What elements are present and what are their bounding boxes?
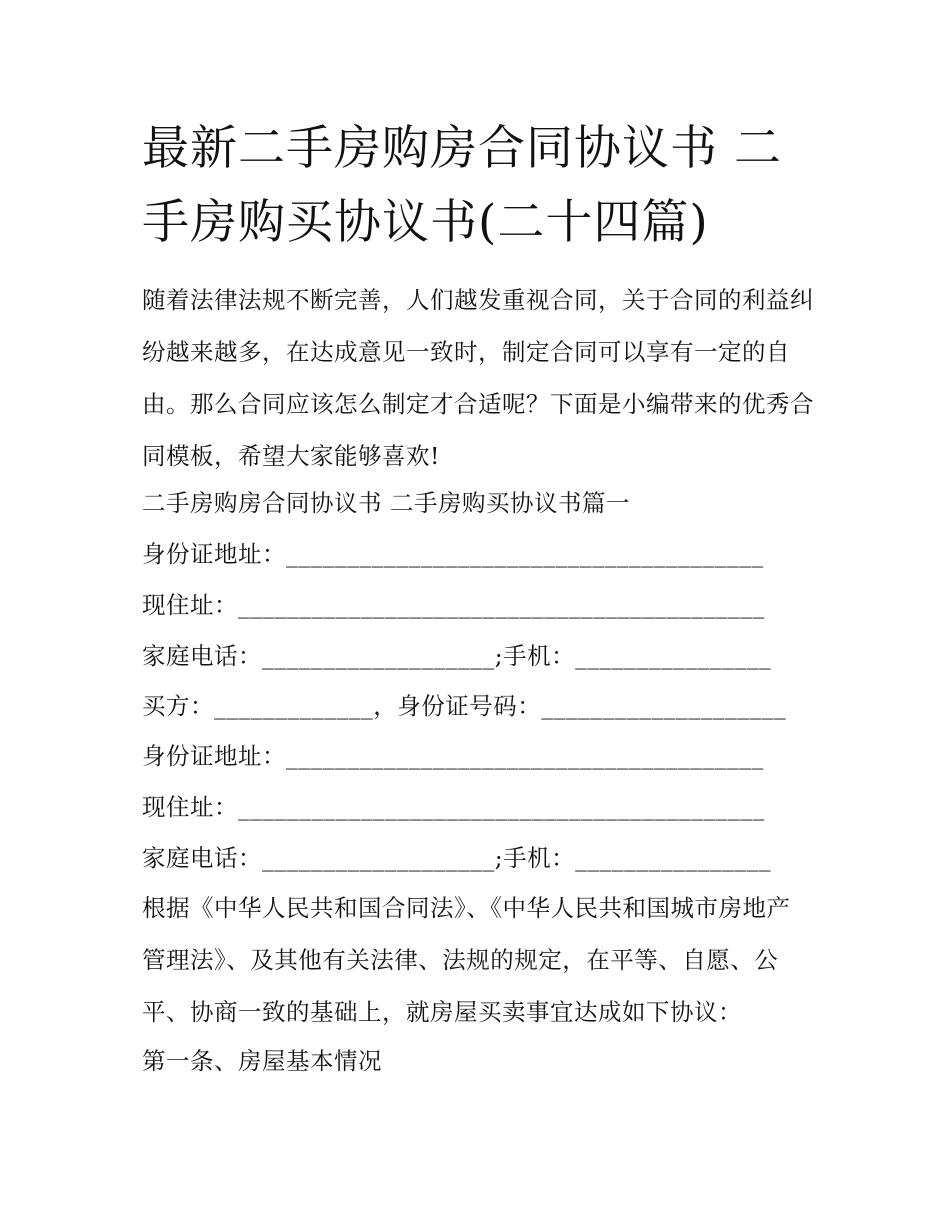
field-id-address-1: 身份证地址：_______________________________________ [142, 540, 764, 568]
field-phone-1: 家庭电话：___________________;手机：________________ [142, 642, 772, 670]
document-title: 最新二手房购房合同协议书 二手房购买协议书(二十四篇) [142, 121, 782, 250]
field-id-address-2: 身份证地址：_______________________________________ [142, 742, 764, 770]
field-current-address-1: 现住址：___________________________________________ [142, 591, 765, 619]
basis-paragraph: 根据《中华人民共和国合同法》、《中华人民共和国城市房地产管理法》、及其他有关法律、法规的规定，在平等、自愿、公平、协商一致的基础上，就房屋买卖事宜达成如下协议： [142, 894, 791, 1026]
intro-paragraph: 随着法律法规不断完善，人们越发重视合同，关于合同的利益纠纷越来越多，在达成意见一致时，制定合同可以享有一定的自由。那么合同应该怎么制定才合适呢？下面是小编带来的优秀合同模板，希望大家能够喜欢! [142, 286, 814, 470]
field-buyer: 买方：_____________，身份证号码：____________________ [142, 692, 787, 720]
section-heading: 二手房购房合同协议书 二手房购买协议书篇一 [142, 489, 630, 517]
article-1-heading: 第一条、房屋基本情况 [142, 1047, 382, 1075]
field-phone-2: 家庭电话：___________________;手机：________________ [142, 844, 772, 872]
field-current-address-2: 现住址：___________________________________________ [142, 793, 765, 821]
